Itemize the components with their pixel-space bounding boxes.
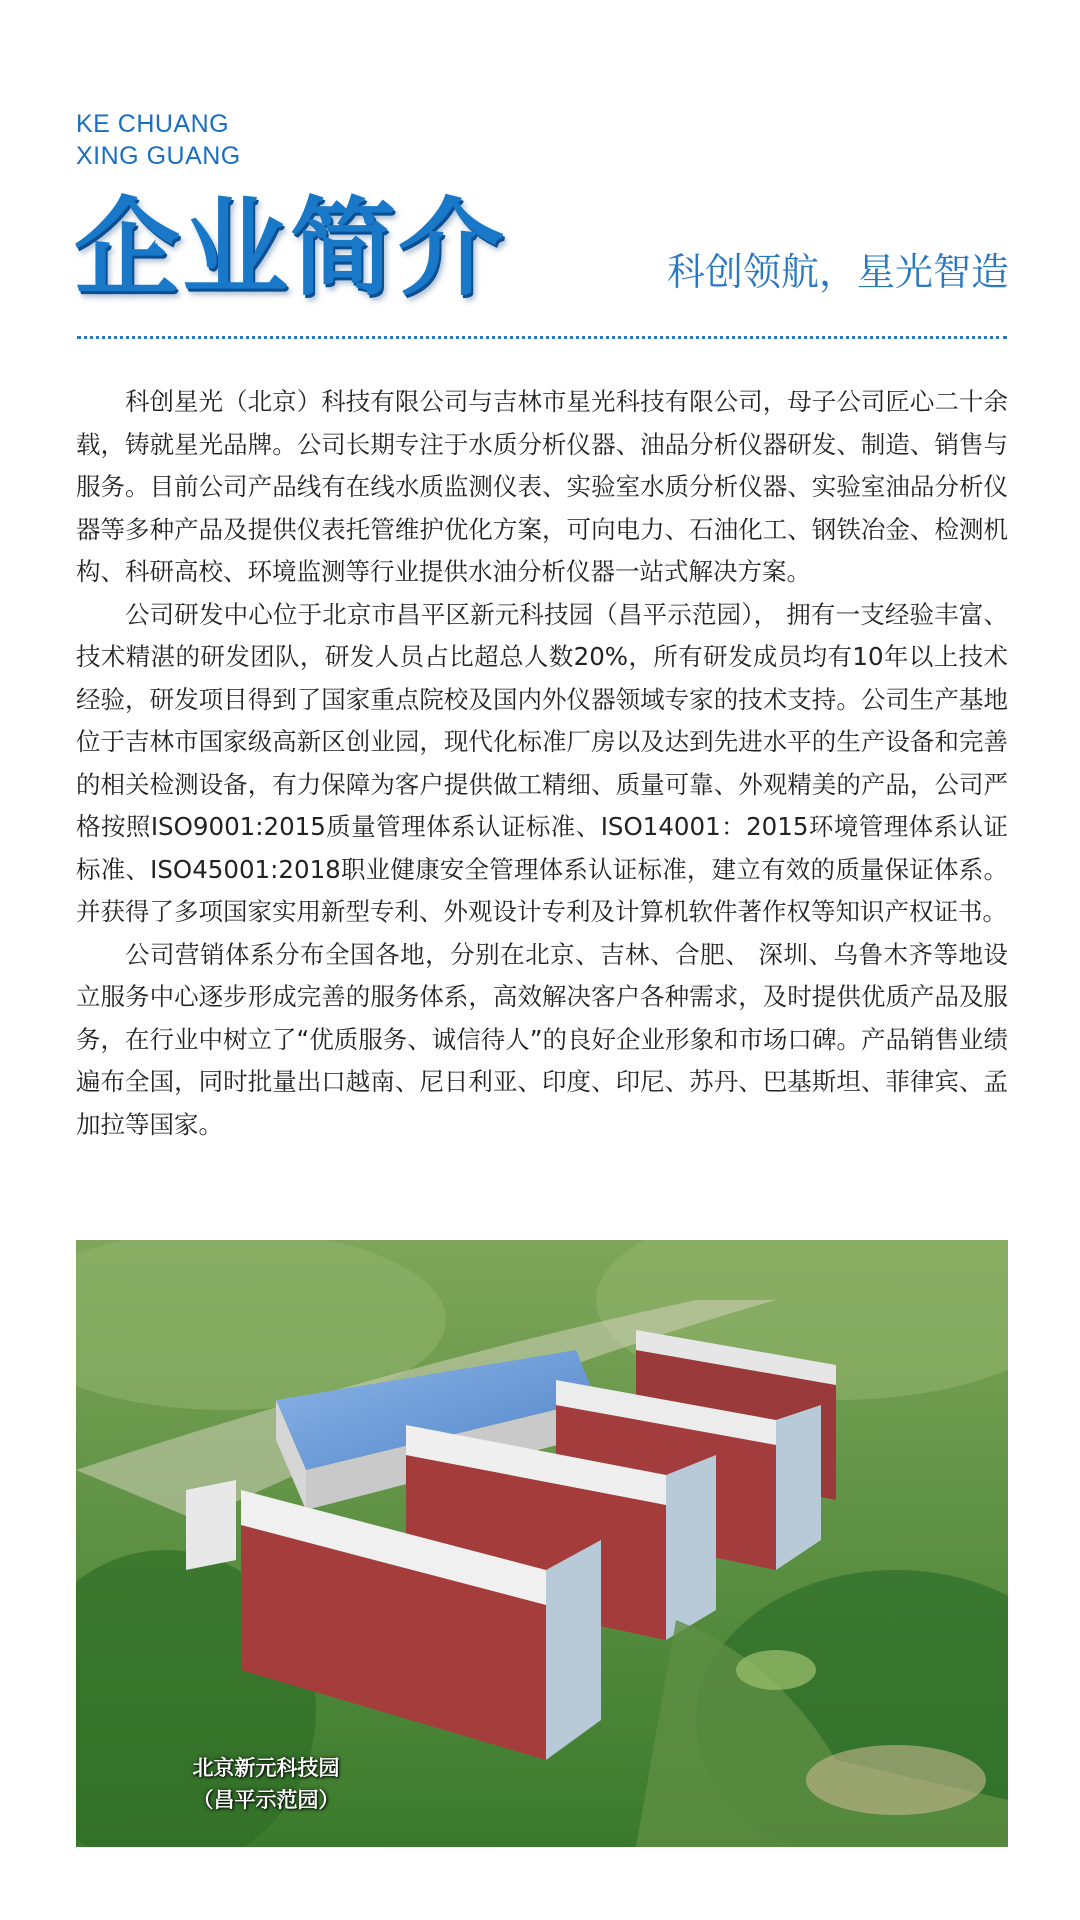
photo-caption: [166, 1752, 366, 1816]
english-tagline-line2: XING GUANG: [76, 142, 241, 170]
dotted-divider: [77, 336, 1007, 339]
intro-body: [76, 381, 1008, 1146]
slogan: 科创领航，星光智造: [666, 250, 1009, 294]
campus-aerial-photo: [76, 1240, 1008, 1847]
paragraph-1: 科创星光（北京）科技有限公司与吉林市星光科技有限公司，母子公司匠心二十余载，铸就星光品牌。公司长期专注于水质分析仪器、油品分析仪器研发、制造、销售与服务。目前公司产品线有在线水质监测仪表、实验室水质分析仪器、实验室油品分析仪器等多种产品及提供仪表托管维护优化方案，可向电力、石油化工、钢铁冶金、检测机构、科研高校、环境监测等行业提供水油分析仪器一站式解决方案。: [76, 387, 1008, 586]
paragraph-2: 公司研发中心位于北京市昌平区新元科技园（昌平示范园）， 拥有一支经验丰富、技术精湛的研发团队，研发人员占比超总人数20%，所有研发成员均有10年以上技术经验，研发项目得到了国家重点院校及国内外仪器领域专家的技术支持。公司生产基地位于吉林市国家级高新区创业园，现代化标准厂房以及达到先进水平的生产设备和完善的相关检测设备，有力保障为客户提供做工精细、质量可靠、外观精美的产品，公司严格按照ISO9001:2015质量管理体系认证标准、ISO14001：2015环境管理体系认证标准、ISO45001:2018职业健康安全管理体系认证标准，建立有效的质量保证体系。并获得了多项国家实用新型专利、外观设计专利及计算机软件著作权等知识产权证书。: [76, 599, 1008, 926]
english-tagline: [76, 108, 241, 172]
page-title: 企业简介: [74, 185, 506, 310]
english-tagline-line1: KE CHUANG: [76, 110, 230, 138]
paragraph-3: 公司营销体系分布全国各地，分别在北京、吉林、合肥、 深圳、乌鲁木齐等地设立服务中心逐步形成完善的服务体系，高效解决客户各种需求，及时提供优质产品及服务，在行业中树立了“优质服务、诚信待人”的良好企业形象和市场口碑。产品销售业绩遍布全国，同时批量出口越南、尼日利亚、印度、印尼、苏丹、巴基斯坦、菲律宾、孟加拉等国家。: [76, 939, 1008, 1139]
photo-caption-line2: （昌平示范园）: [192, 1788, 340, 1812]
photo-caption-line1: 北京新元科技园: [192, 1756, 340, 1780]
